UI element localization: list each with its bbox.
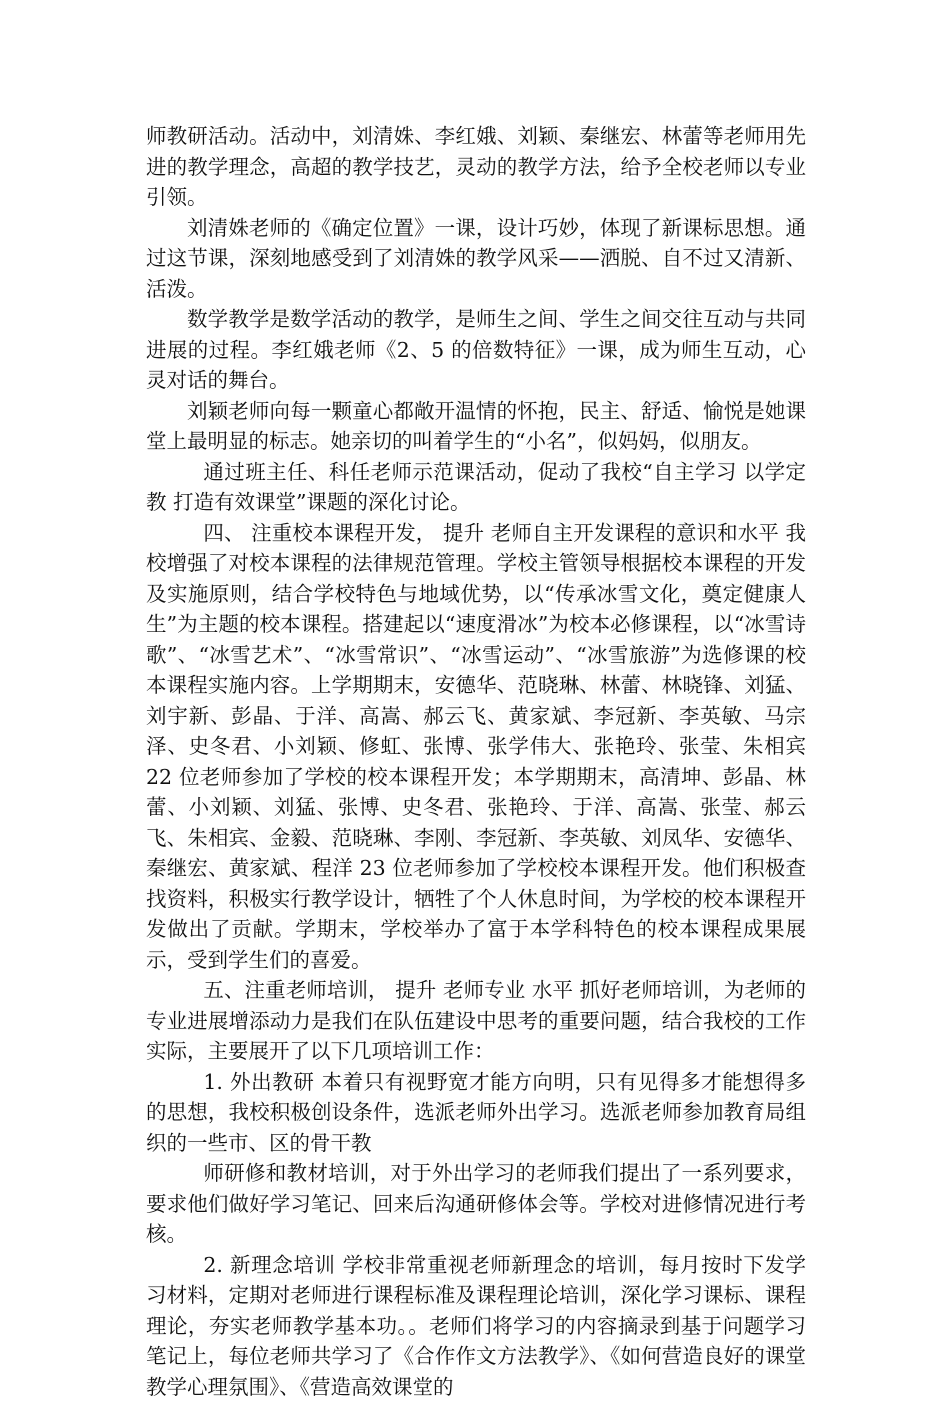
document-body xyxy=(146,121,806,1402)
paragraph-training-requirements: 师研修和教材培训，对于外出学习的老师我们提出了一系列要求，要求他们做好学习笔记、回来后沟通研修体会等。学校对进修情况进行考核。 xyxy=(146,1158,806,1250)
paragraph-liu-ying: 刘颖老师向每一颗童心都敞开温情的怀抱，民主、舒适、愉悦是她课堂上最明显的标志。她亲切的叫着学生的“小名”，似妈妈，似朋友。 xyxy=(146,396,806,457)
item-one-external-research: 1. 外出教研 本着只有视野宽才能方向明，只有见得多才能想得多的思想，我校积极创设条件，选派老师外出学习。选派老师参加教育局组织的一些市、区的骨干教 xyxy=(146,1067,806,1159)
section-four-school-curriculum: 四、 注重校本课程开发， 提升 老师自主开发课程的意识和水平 我校增强了对校本课程的法律规范管理。学校主管领导根据校本课程的开发及实施原则，结合学校特色与地域优势，以“传承冰雪文化，奠定健康人生”为主题的校本课程。搭建起以“速度滑冰”为校本必修课程，以“冰雪诗歌”、“冰雪艺术”、“冰雪常识”、“冰雪运动”、“冰雪旅游”为选修课的校本课程实施内容。上学期期末，安德华、范晓琳、林蕾、林晓锋、刘猛、刘宇新、彭晶、于洋、高嵩、郝云飞、黄家斌、李冠新、李英敏、马宗泽、史冬君、小刘颖、修虹、张博、张学伟大、张艳玲、张莹、朱相宾 22 位老师参加了学校的校本课程开发；本学期期末，高清坤、彭晶、林蕾、小刘颖、刘猛、张博、史冬君、张艳玲、于洋、高嵩、张莹、郝云飞、朱相宾、金毅、范晓琳、李刚、李冠新、李英敏、刘凤华、安德华、秦继宏、黄家斌、程洋 23 位老师参加了学校校本课程开发。他们积极查找资料，积极实行教学设计，牺牲了个人休息时间，为学校的校本课程开发做出了贡献。学期末，学校举办了富于本学科特色的校本课程成果展示，受到学生们的喜爱。 xyxy=(146,518,806,976)
item-two-new-concept-training: 2. 新理念培训 学校非常重视老师新理念的培训，每月按时下发学习材料，定期对老师进行课程标准及课程理论培训，深化学习课标、课程理论，夯实老师教学基本功。。老师们将学习的内容摘录到基于问题学习笔记上，每位老师共学习了《合作作文方法教学》、《如何营造良好的课堂教学心理氛围》、《营造高效课堂的 xyxy=(146,1250,806,1402)
section-five-teacher-training: 五、注重老师培训， 提升 老师专业 水平 抓好老师培训，为老师的专业进展增添动力是我们在队伍建设中思考的重要问题，结合我校的工作实际，主要展开了以下几项培训工作： xyxy=(146,975,806,1067)
paragraph-teaching-research: 师教研活动。活动中，刘清姝、李红娥、刘颖、秦继宏、林蕾等老师用先进的教学理念，高超的教学技艺，灵动的教学方法，给予全校老师以专业引领。 xyxy=(146,121,806,213)
paragraph-math-teaching: 数学教学是数学活动的教学，是师生之间、学生之间交往互动与共同进展的过程。李红娥老师《2、5 的倍数特征》一课，成为师生互动，心灵对话的舞台。 xyxy=(146,304,806,396)
paragraph-liu-qingshu: 刘清姝老师的《确定位置》一课，设计巧妙，体现了新课标思想。通过这节课，深刻地感受到了刘清姝的教学风采——洒脱、自不过又清新、活泼。 xyxy=(146,213,806,305)
paragraph-demo-class: 通过班主任、科任老师示范课活动，促动了我校“自主学习 以学定教 打造有效课堂”课题的深化讨论。 xyxy=(146,457,806,518)
